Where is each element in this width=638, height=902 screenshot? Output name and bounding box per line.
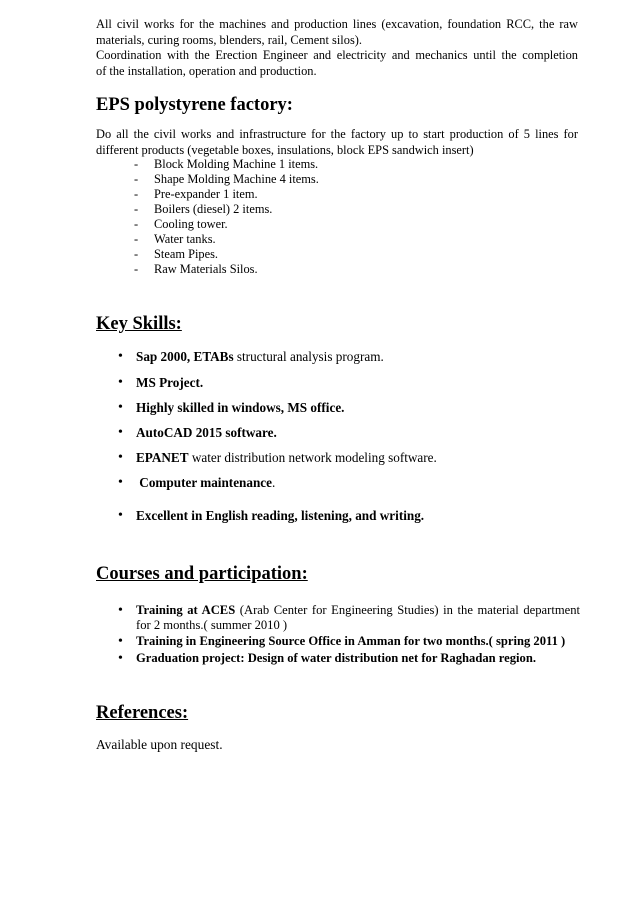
list-item: - Shape Molding Machine 4 items. — [134, 172, 319, 187]
bullet-icon: • — [118, 634, 123, 649]
intro-line: materials, curing rooms, blenders, rail, Cement silos). — [96, 32, 362, 47]
list-item: - Boilers (diesel) 2 items. — [134, 202, 319, 217]
course-bold: Graduation project: Design of water distribution net for Raghadan region. — [136, 651, 536, 665]
bullet-icon: • — [118, 475, 123, 490]
course-bold: Training at ACES — [136, 603, 236, 617]
skill-bold: EPANET — [136, 450, 189, 465]
list-item: - Cooling tower. — [134, 217, 319, 232]
intro-line: Coordination with the Erection Engineer and electricity and mechanics until the completion — [96, 48, 578, 62]
bullet-icon: • — [118, 375, 123, 390]
bullet-icon: • — [118, 425, 123, 440]
bullet-icon: • — [118, 508, 123, 523]
references-heading: References: — [96, 703, 189, 723]
course-bold: Training in Engineering Source Office in Amman for two months.( spring 2011 ) — [136, 634, 566, 648]
intro-line: of the installation, operation and production. — [96, 63, 317, 78]
list-item: - Block Molding Machine 1 items. — [134, 157, 319, 172]
list-item: - Raw Materials Silos. — [134, 262, 319, 277]
list-item: - Steam Pipes. — [134, 247, 319, 262]
eps-desc-line: Do all the civil works and infrastructure for the factory up to start production of 5 lines for — [96, 127, 578, 141]
list-item: - Water tanks. — [134, 232, 319, 247]
bullet-icon: • — [118, 651, 123, 666]
eps-equipment-list — [134, 157, 319, 277]
bullet-icon: • — [118, 349, 123, 364]
skill-text: structural analysis program. — [233, 349, 384, 364]
course-text: (Arab Center for Engineering Studies) in the material department for 2 months.( summer 2010 ) — [136, 603, 581, 632]
courses-heading: Courses and participation: — [96, 564, 308, 584]
skill-bold: MS Project. — [136, 375, 204, 390]
intro-paragraph — [96, 17, 578, 79]
bullet-icon: • — [118, 450, 123, 465]
bullet-icon: • — [118, 603, 123, 618]
eps-heading: EPS polystyrene factory: — [96, 95, 293, 115]
key-skills-heading: Key Skills: — [96, 314, 182, 334]
skill-bold: Sap 2000, ETABs — [136, 349, 234, 364]
skill-text: . — [272, 475, 276, 490]
skill-bold: Excellent in English reading, listening, and writing. — [136, 508, 425, 523]
skill-text: water distribution network modeling software. — [188, 450, 437, 465]
skill-bold: Highly skilled in windows, MS office. — [136, 400, 345, 415]
intro-line: All civil works for the machines and production lines (excavation, foundation RCC, the raw — [96, 17, 578, 31]
skill-bold: Computer maintenance — [136, 475, 273, 490]
list-item: - Pre-expander 1 item. — [134, 187, 319, 202]
eps-description — [96, 127, 578, 158]
eps-desc-line: different products (vegetable boxes, insulations, block EPS sandwich insert) — [96, 142, 474, 157]
bullet-icon: • — [118, 400, 123, 415]
references-text: Available upon request. — [96, 737, 223, 752]
skill-bold: AutoCAD 2015 software. — [136, 425, 277, 440]
